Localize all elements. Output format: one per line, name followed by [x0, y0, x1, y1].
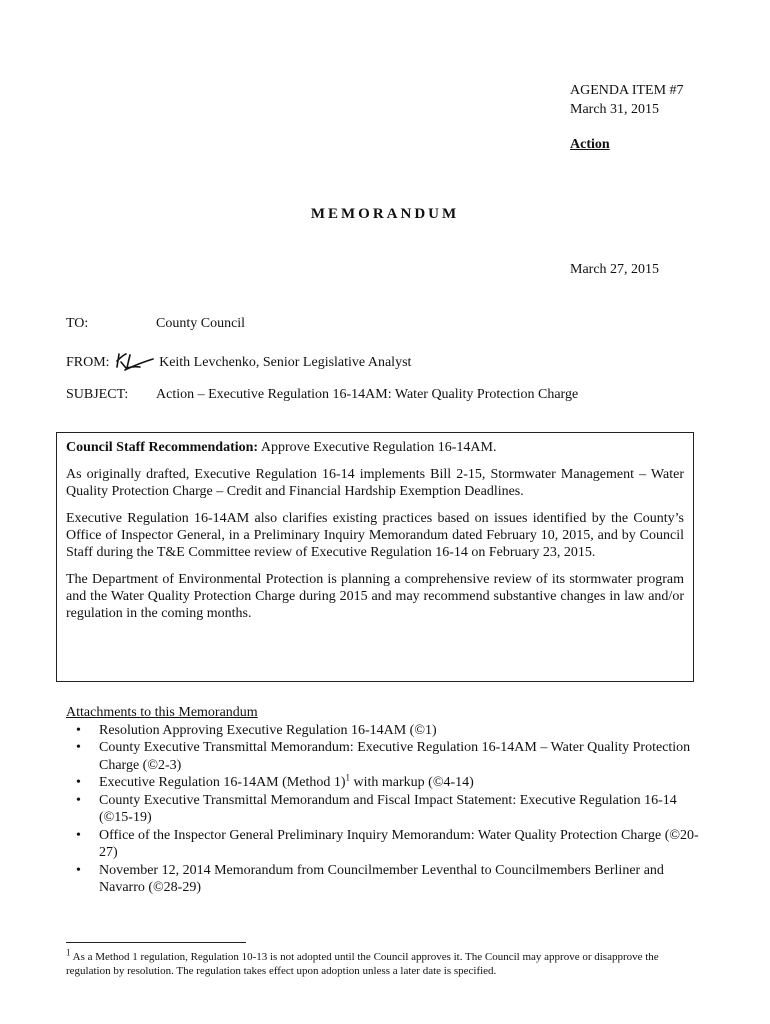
bullet-icon: • [76, 722, 81, 738]
recommendation-line [66, 439, 684, 456]
list-item [66, 774, 706, 792]
bullet-icon: • [76, 740, 81, 755]
recommendation-box [56, 432, 694, 682]
to-value: County Council [156, 316, 246, 331]
footnote-reference: 1 [345, 772, 351, 783]
list-item [66, 862, 706, 897]
attachment-text: November 12, 2014 Memorandum from Councilmember Leventhal to Councilmembers Berliner and Navarro (©28-29) [99, 862, 664, 895]
signature-initials-icon [113, 351, 155, 373]
attachment-text: Office of the Inspector General Preliminary Inquiry Memorandum: Water Quality Protection Charge (©20-27) [99, 827, 699, 860]
attachment-text: Resolution Approving Executive Regulation 16-14AM (©1) [99, 722, 437, 738]
subject-label: SUBJECT: [66, 387, 129, 402]
to-label: TO: [66, 316, 89, 331]
attachment-text: Executive Regulation 16-14AM (Method 1) [99, 775, 346, 790]
bullet-icon: • [76, 775, 81, 790]
agenda-item-number: AGENDA ITEM #7 [570, 83, 684, 98]
recommendation-label: Council Staff Recommendation: [66, 440, 259, 455]
to-row [66, 316, 245, 332]
memo-title: MEMORANDUM [310, 206, 460, 222]
bullet-icon: • [76, 862, 81, 878]
box-paragraph-1: As originally drafted, Executive Regulation 16-14 implements Bill 2-15, Stormwater Management – Water Quality Protection Charge – Credit and Financial Hardship Exemption Deadlines. [66, 467, 684, 499]
subject-row [66, 387, 578, 403]
recommendation-text: Approve Executive Regulation 16-14AM. [258, 440, 497, 455]
footnote-text: As a Method 1 regulation, Regulation 10-13 is not adopted until the Council approves it. The Council may approve or disapprove the regulation by resolution. The regulation takes effect upon adoption unless a later date is specified. [66, 951, 659, 977]
agenda-date: March 31, 2015 [570, 102, 660, 117]
agenda-block [570, 81, 684, 154]
attachment-text-cont: with markup (©4-14) [350, 775, 474, 790]
bullet-icon: • [76, 827, 81, 843]
attachments-section [66, 704, 706, 897]
footnote-mark: 1 [66, 947, 71, 958]
attachments-list [66, 722, 706, 897]
attachment-text: County Executive Transmittal Memorandum and Fiscal Impact Statement: Executive Regulation 16-14 (©15-19) [99, 792, 677, 825]
bullet-icon: • [76, 792, 81, 808]
list-item [66, 827, 706, 862]
from-label: FROM: [66, 355, 110, 370]
memo-date: March 27, 2015 [570, 262, 660, 277]
footnote [66, 947, 706, 978]
list-item [66, 722, 706, 740]
attachments-heading: Attachments to this Memorandum [66, 705, 258, 720]
from-value: Keith Levchenko, Senior Legislative Analyst [159, 355, 412, 370]
list-item [66, 792, 706, 827]
box-paragraph-3: The Department of Environmental Protection is planning a comprehensive review of its stormwater program and the Water Quality Protection Charge during 2015 and may recommend substantive changes in law and/or regulation in the coming months. [66, 572, 684, 621]
footnote-divider [66, 942, 246, 943]
attachment-text: County Executive Transmittal Memorandum: Executive Regulation 16-14AM – Water Quality Protection Charge (©2-3) [99, 740, 691, 773]
action-label: Action [570, 137, 610, 152]
from-row [66, 351, 411, 373]
list-item [66, 739, 706, 774]
box-paragraph-2: Executive Regulation 16-14AM also clarifies existing practices based on issues identified by the County’s Office of Inspector General, in a Preliminary Inquiry Memorandum dated February 10, 2015, and by Council Staff during the T&E Committee review of Executive Regulation 16-14 on February 23, 2015. [66, 511, 684, 560]
subject-value: Action – Executive Regulation 16-14AM: Water Quality Protection Charge [156, 387, 579, 402]
